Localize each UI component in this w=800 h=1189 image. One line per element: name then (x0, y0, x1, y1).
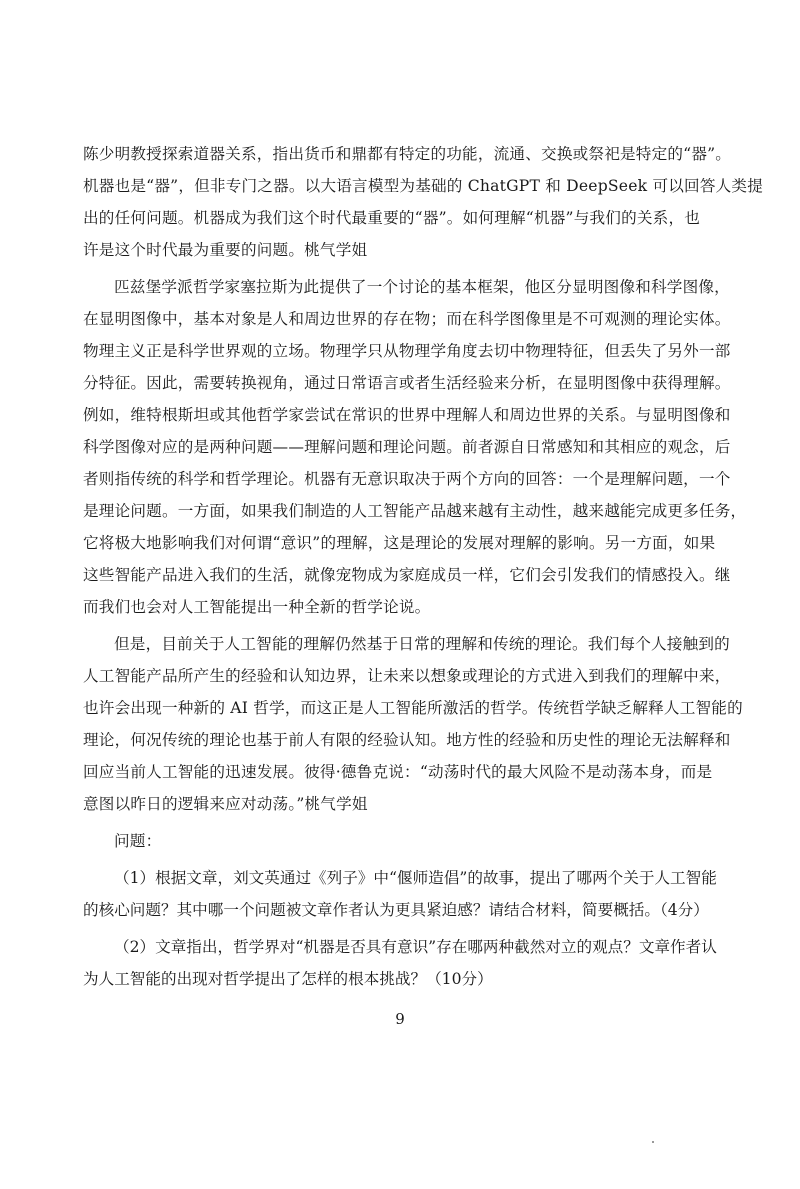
text-line: 是理论问题。一方面，如果我们制造的人工智能产品越来越有主动性，越来越能完成更多任务， (83, 502, 747, 520)
text-line: 出的任何问题。机器成为我们这个时代最重要的“器”。如何理解“机器”与我们的关系，也 (83, 209, 701, 227)
text-line: 但是，目前关于人工智能的理解仍然基于日常的理解和传统的理论。我们每个人接触到的 (114, 635, 730, 653)
text-line: 者则指传统的科学和哲学理论。机器有无意识取决于两个方向的回答：一个是理解问题，一个 (83, 470, 731, 488)
text-line: 这些智能产品进入我们的生活，就像宠物成为家庭成员一样，它们会引发我们的情感投入。继 (83, 566, 731, 584)
page-number: 9 (395, 1010, 405, 1028)
question-line: 的核心问题？其中哪一个问题被文章作者认为更具紧迫感？请结合材料，简要概括。（4分） (83, 901, 709, 919)
document-body (83, 138, 763, 995)
question-line: （1）根据文章，刘文英通过《列子》中“偃师造倡”的故事，提出了哪两个关于人工智能 (114, 869, 717, 887)
text-line: 分特征。因此，需要转换视角，通过日常语言或者生活经验来分析，在显明图像中获得理解。 (83, 374, 731, 392)
text-line: 回应当前人工智能的迅速发展。彼得·德鲁克说：“动荡时代的最大风险不是动荡本身，而是 (83, 763, 713, 781)
text-line: 例如，维特根斯坦或其他哲学家尝试在常识的世界中理解人和周边世界的关系。与显明图像和 (83, 406, 731, 424)
text-line: 而我们也会对人工智能提出一种全新的哲学论说。 (83, 598, 431, 616)
text-line: 理论，何况传统的理论也基于前人有限的经验认知。地方性的经验和历史性的理论无法解释和 (83, 731, 731, 749)
question-2 (83, 931, 723, 995)
question-line: 为人工智能的出现对哲学提出了怎样的根本挑战？（10分） (83, 970, 493, 988)
text-line: 机器也是“器”，但非专门之器。以大语言模型为基础的 ChatGPT 和 DeepSeek 可以回答人类提 (83, 177, 763, 195)
scan-speck (652, 1141, 654, 1143)
text-line: 在显明图像中，基本对象是人和周边世界的存在物；而在科学图像里是不可观测的理论实体。 (83, 310, 731, 328)
text-line: 陈少明教授探索道器关系，指出货币和鼎都有特定的功能，流通、交换或祭祀是特定的“器”。 (83, 145, 732, 163)
paragraph-1 (83, 138, 763, 266)
paragraph-2 (83, 271, 747, 623)
paragraph-3 (83, 628, 743, 820)
question-1 (83, 862, 723, 926)
question-line: （2）文章指出，哲学界对“机器是否具有意识”存在哪两种截然对立的观点？文章作者认 (114, 938, 717, 956)
text-line: 许是这个时代最为重要的问题。桃气学姐 (83, 241, 368, 259)
text-line: 人工智能产品所产生的经验和认知边界，让未来以想象或理论的方式进入到我们的理解中来， (83, 667, 731, 685)
text-line: 也许会出现一种新的 AI 哲学，而这正是人工智能所激活的哲学。传统哲学缺乏解释人工智能的 (83, 699, 743, 717)
text-line: 意图以昨日的逻辑来应对动荡。”桃气学姐 (83, 795, 368, 813)
text-line: 科学图像对应的是两种问题——理解问题和理论问题。前者源自日常感知和其相应的观念，后 (83, 438, 731, 456)
questions-heading: 问题： (114, 832, 162, 850)
text-line: 物理主义正是科学世界观的立场。物理学只从物理学角度去切中物理特征，但丢失了另外一部 (83, 342, 731, 360)
text-line: 匹兹堡学派哲学家塞拉斯为此提供了一个讨论的基本框架，他区分显明图像和科学图像， (114, 278, 730, 296)
text-line: 它将极大地影响我们对何谓“意识”的理解，这是理论的发展对理解的影响。另一方面，如果 (83, 534, 716, 552)
